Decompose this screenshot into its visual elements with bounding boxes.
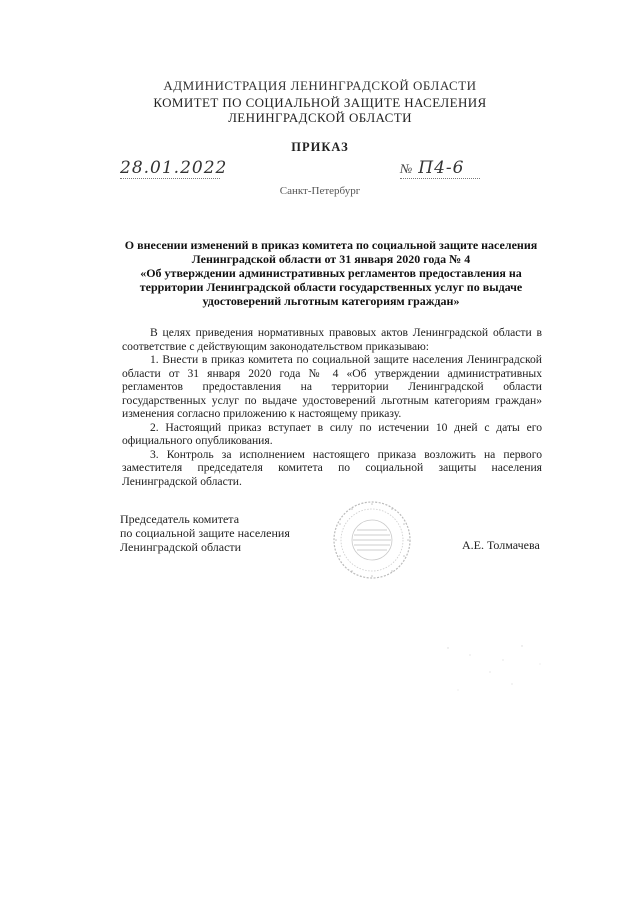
position-line-3: Ленинградской области <box>120 540 242 554</box>
title-line-3: «Об утверждении административных регламентов предоставления на <box>140 266 522 280</box>
number-sign: № <box>400 161 413 176</box>
doc-type: ПРИКАЗ <box>291 140 349 154</box>
title-line-2: Ленинградской области от 31 января 2020 года № 4 <box>191 252 471 266</box>
title-line-4: территории Ленинградской области государственных услуг по выдаче <box>139 280 523 294</box>
body-item-3: 3. Контроль за исполнением настоящего приказа возложить на первого заместителя председателя комитета по социальной защиты населения Ленинградской области. <box>122 447 542 488</box>
signatory-name: А.Е. Толмачева <box>462 538 540 552</box>
official-seal <box>332 500 412 580</box>
date-handwritten: 28.01.2022 <box>120 158 228 178</box>
document-title <box>122 238 540 308</box>
body-intro: В целях приведения нормативных правовых актов Ленинградской области в соответствие с действующим законодательством приказываю: <box>122 326 542 353</box>
body-item-2: 2. Настоящий приказ вступает в силу по истечении 10 дней с даты его официального опубликования. <box>122 420 542 447</box>
title-line-1: О внесении изменений в приказ комитета по социальной защите населения <box>124 238 538 252</box>
document-body <box>122 326 542 488</box>
city: Санкт-Петербург <box>279 185 361 197</box>
position-line-2: по социальной защите населения <box>120 526 290 540</box>
org-line-3: ЛЕНИНГРАДСКОЙ ОБЛАСТИ <box>228 110 412 125</box>
body-item-1: 1. Внести в приказ комитета по социальной защите населения Ленинградской области от 31 января 2020 года № 4 «Об утверждении административных регламентов предоставления на территории Ленинградской области государственных услуг по выдаче удостоверений льготным категориям граждан» изменения согласно приложению к настоящему приказу. <box>122 353 542 420</box>
number-field <box>400 158 480 179</box>
date-field <box>120 158 228 179</box>
org-line-2: КОМИТЕТ ПО СОЦИАЛЬНОЙ ЗАЩИТЕ НАСЕЛЕНИЯ <box>153 95 487 110</box>
title-line-5: удостоверений льготным категориям граждан» <box>202 294 460 308</box>
number-handwritten: П4-6 <box>418 158 465 178</box>
org-line-1: АДМИНИСТРАЦИЯ ЛЕНИНГРАДСКОЙ ОБЛАСТИ <box>163 78 477 93</box>
signature-position <box>120 512 290 554</box>
position-line-1: Председатель комитета <box>120 512 240 526</box>
